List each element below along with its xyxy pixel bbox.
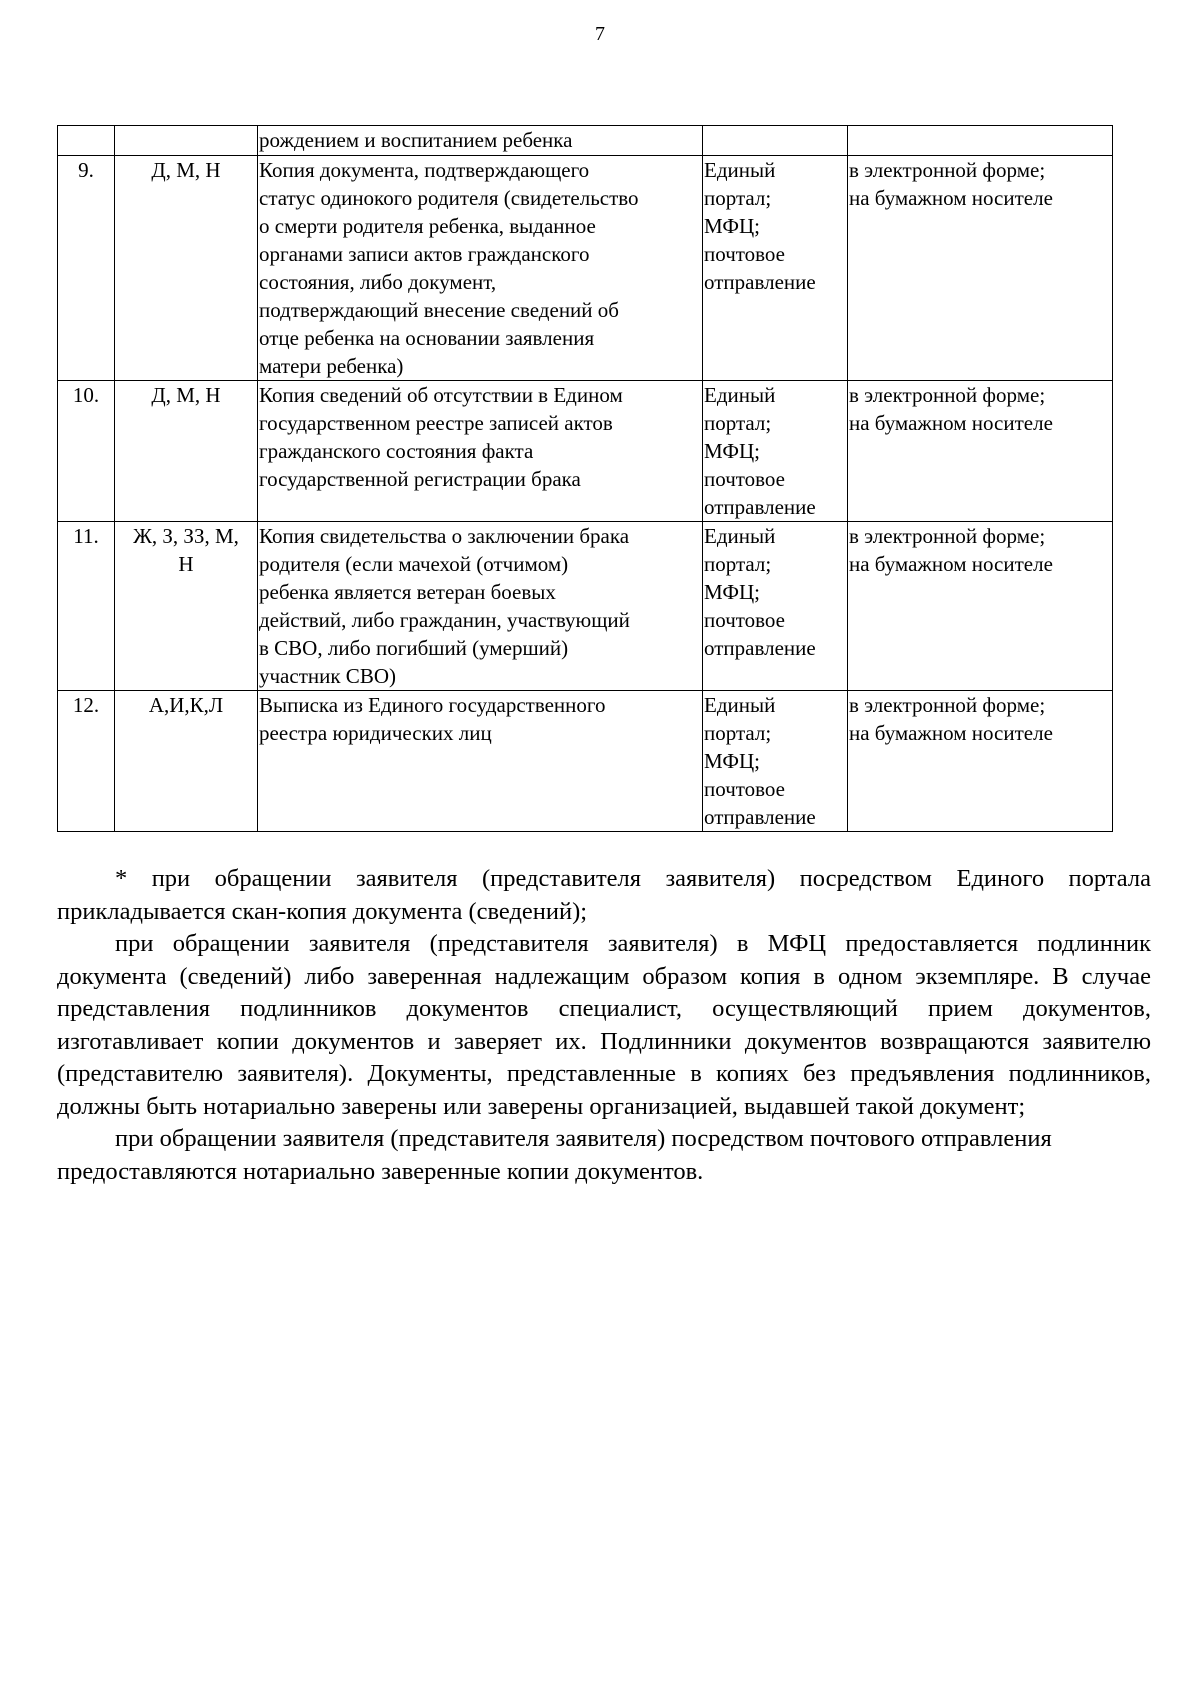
row-number-cell: 9.	[58, 156, 115, 381]
submission-form-cell	[848, 126, 1113, 156]
submission-form-cell: в электронной форме; на бумажном носителе	[848, 691, 1113, 832]
submission-channel-cell	[703, 126, 848, 156]
submission-form-cell: в электронной форме; на бумажном носителе	[848, 156, 1113, 381]
table-row	[58, 126, 1113, 156]
applicant-codes-cell: Д, М, Н	[115, 156, 258, 381]
submission-channel-cell: Единый портал; МФЦ; почтовое отправление	[703, 522, 848, 691]
footnote-postal: при обращении заявителя (представителя заявителя) посредством почтового отправления предоставляются нотариально заверенные копии документов.	[57, 1125, 1052, 1185]
table-row	[58, 156, 1113, 381]
submission-channel-cell: Единый портал; МФЦ; почтовое отправление	[703, 156, 848, 381]
document-name-cell: Копия сведений об отсутствии в Едином государственном реестре записей актов гражданского состояния факта государственной регистрации брака	[258, 381, 703, 522]
table-row	[58, 522, 1113, 691]
applicant-codes-cell: Д, М, Н	[115, 381, 258, 522]
row-number-cell: 11.	[58, 522, 115, 691]
row-number-cell: 10.	[58, 381, 115, 522]
applicant-codes-cell: Ж, З, ЗЗ, М, Н	[115, 522, 258, 691]
footnote-mfc: при обращении заявителя (представителя заявителя) в МФЦ предоставляется подлинник документа (сведений) либо заверенная надлежащим образом копия в одном экземпляре. В случае представления подлинников документов специалист, осуществляющий прием документов, изготавливает копии документов и заверяет их. Подлинники документов возвращаются заявителю (представителю заявителя). Документы, представленные в копиях без предъявления подлинников, должны быть нотариально заверены или заверены организацией, выдавшей такой документ;	[57, 930, 1151, 1120]
submission-form-cell: в электронной форме; на бумажном носителе	[848, 522, 1113, 691]
applicant-codes-cell	[115, 126, 258, 156]
documents-table	[57, 125, 1113, 832]
footnotes	[57, 863, 1151, 1188]
table-row	[58, 691, 1113, 832]
document-name-cell: рождением и воспитанием ребенка	[258, 126, 703, 156]
table-row	[58, 381, 1113, 522]
document-name-cell: Выписка из Единого государственного реестра юридических лиц	[258, 691, 703, 832]
applicant-codes-cell: А,И,К,Л	[115, 691, 258, 832]
document-name-cell: Копия документа, подтверждающего статус одинокого родителя (свидетельство о смерти родителя ребенка, выданное органами записи актов гражданского состояния, либо документ, подтверждающий внесение сведений об отце ребенка на основании заявления матери ребенка)	[258, 156, 703, 381]
submission-form-cell: в электронной форме; на бумажном носителе	[848, 381, 1113, 522]
row-number-cell: 12.	[58, 691, 115, 832]
row-number-cell	[58, 126, 115, 156]
submission-channel-cell: Единый портал; МФЦ; почтовое отправление	[703, 381, 848, 522]
footnote-portal: * при обращении заявителя (представителя заявителя) посредством Единого портала прикладывается скан-копия документа (сведений);	[57, 865, 1151, 925]
document-name-cell: Копия свидетельства о заключении брака родителя (если мачехой (отчимом) ребенка является ветеран боевых действий, либо гражданин, участвующий в СВО, либо погибший (умерший) участник СВО)	[258, 522, 703, 691]
page-number: 7	[595, 23, 605, 45]
submission-channel-cell: Единый портал; МФЦ; почтовое отправление	[703, 691, 848, 832]
